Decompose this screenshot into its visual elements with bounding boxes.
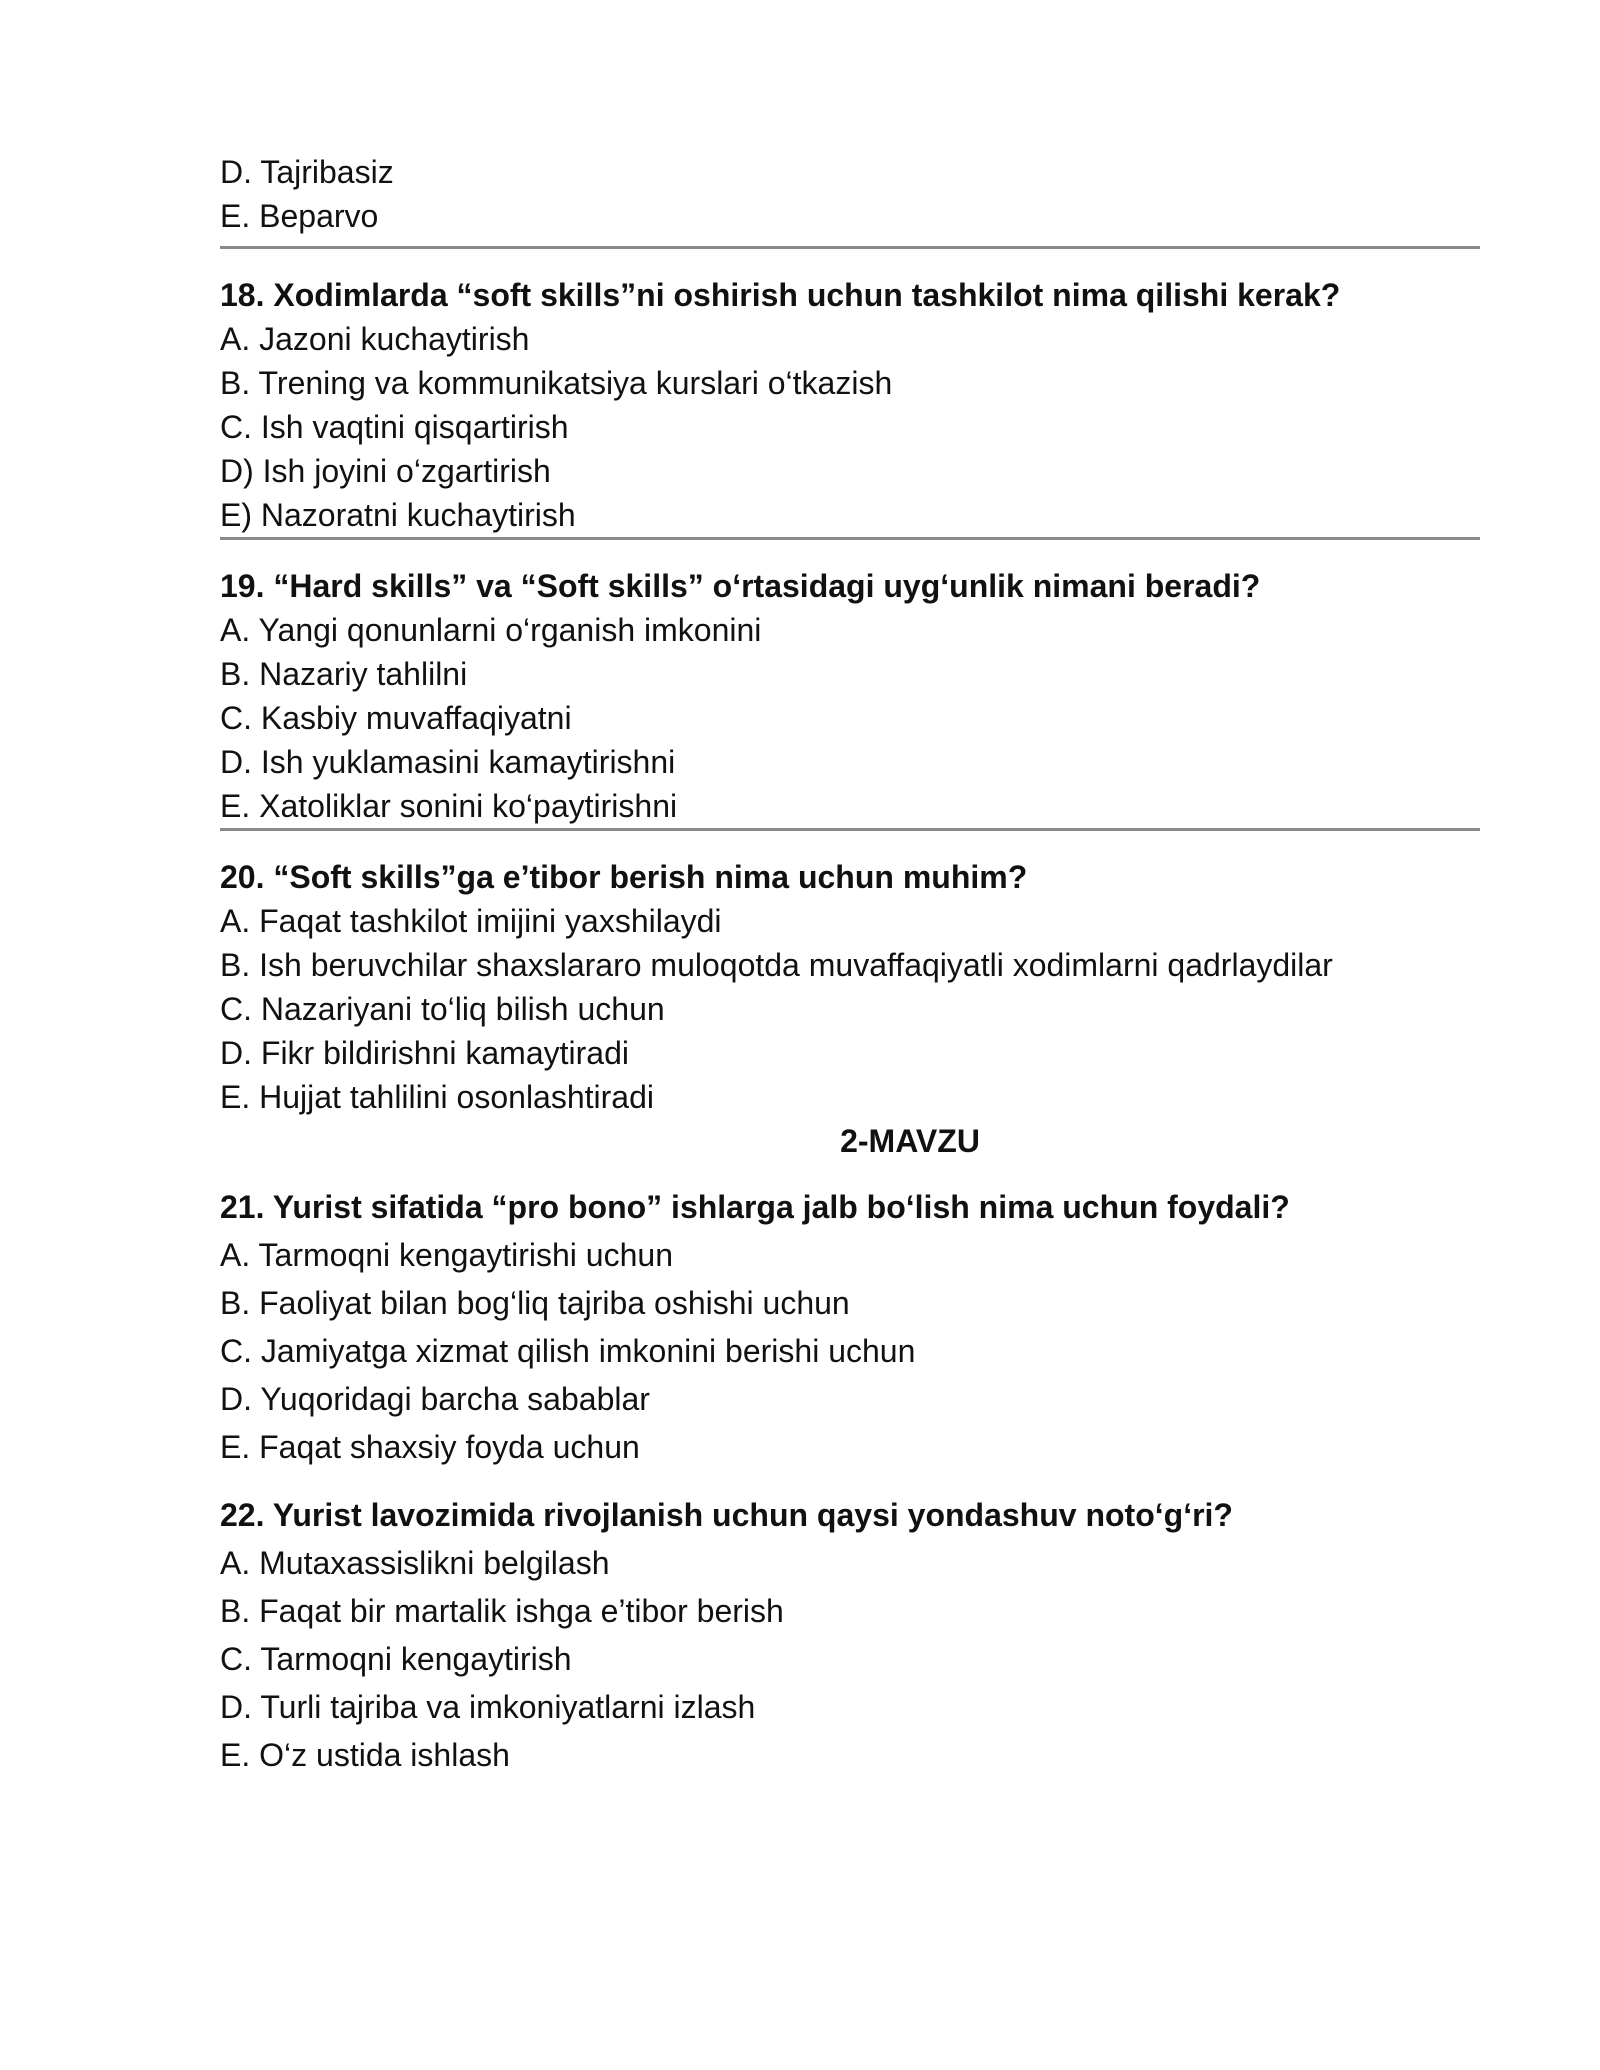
option-text: C. Nazariyani to‘liq bilish uchun: [220, 991, 665, 1027]
option-text: D) Ish joyini o‘zgartirish: [220, 453, 551, 489]
option-text: C. Jamiyatga xizmat qilish imkonini berishi uchun: [220, 1333, 916, 1369]
option-text: E. Faqat shaxsiy foyda uchun: [220, 1429, 640, 1465]
option-text: B. Ish beruvchilar shaxslararo muloqotda muvaffaqiyatli xodimlarni qadrlaydilar: [220, 947, 1333, 983]
option-text: B. Nazariy tahlilni: [220, 656, 468, 692]
option-text: C. Tarmoqni kengaytirish: [220, 1641, 572, 1677]
option-text: D. Tajribasiz: [220, 154, 394, 190]
question-text: 21. Yurist sifatida “pro bono” ishlarga jalb bo‘lish nima uchun foydali?: [220, 1189, 1290, 1225]
option-text: C. Ish vaqtini qisqartirish: [220, 409, 569, 445]
option-text: A. Yangi qonunlarni o‘rganish imkonini: [220, 612, 762, 648]
question-text: 18. Xodimlarda “soft skills”ni oshirish uchun tashkilot nima qilishi kerak?: [220, 277, 1341, 313]
option-text: E. Beparvo: [220, 198, 379, 234]
option-text: A. Tarmoqni kengaytirishi uchun: [220, 1237, 673, 1273]
option-text: D. Turli tajriba va imkoniyatlarni izlash: [220, 1689, 756, 1725]
option-text: B. Faqat bir martalik ishga e’tibor berish: [220, 1593, 784, 1629]
option-text: B. Faoliyat bilan bog‘liq tajriba oshishi uchun: [220, 1285, 850, 1321]
question-block-20: [220, 855, 1480, 1119]
topic-heading: 2-MAVZU: [840, 1123, 980, 1159]
option-text: A. Faqat tashkilot imijini yaxshilaydi: [220, 903, 722, 939]
option-text: D. Ish yuklamasini kamaytirishni: [220, 744, 676, 780]
option-text: D. Yuqoridagi barcha sabablar: [220, 1381, 650, 1417]
option-text: A. Mutaxassislikni belgilash: [220, 1545, 610, 1581]
option-text: E. O‘z ustida ishlash: [220, 1737, 510, 1773]
question-block-21: [220, 1183, 1480, 1471]
option-text: B. Trening va kommunikatsiya kurslari o‘tkazish: [220, 365, 893, 401]
question-block-18: [220, 273, 1480, 537]
option-text: D. Fikr bildirishni kamaytiradi: [220, 1035, 629, 1071]
question-text: 19. “Hard skills” va “Soft skills” o‘rtasidagi uyg‘unlik nimani beradi?: [220, 568, 1261, 604]
option-text: E. Hujjat tahlilini osonlashtiradi: [220, 1079, 654, 1115]
option-text: E. Xatoliklar sonini ko‘paytirishni: [220, 788, 678, 824]
previous-question-options: [220, 150, 1480, 238]
option-text: C. Kasbiy muvaffaqiyatni: [220, 700, 572, 736]
option-text: A. Jazoni kuchaytirish: [220, 321, 530, 357]
option-text: E) Nazoratni kuchaytirish: [220, 497, 576, 533]
document-page: [220, 0, 1480, 2070]
question-text: 22. Yurist lavozimida rivojlanish uchun qaysi yondashuv noto‘g‘ri?: [220, 1497, 1233, 1533]
question-block-22: [220, 1491, 1480, 1779]
question-text: 20. “Soft skills”ga e’tibor berish nima uchun muhim?: [220, 859, 1028, 895]
question-block-19: [220, 564, 1480, 828]
